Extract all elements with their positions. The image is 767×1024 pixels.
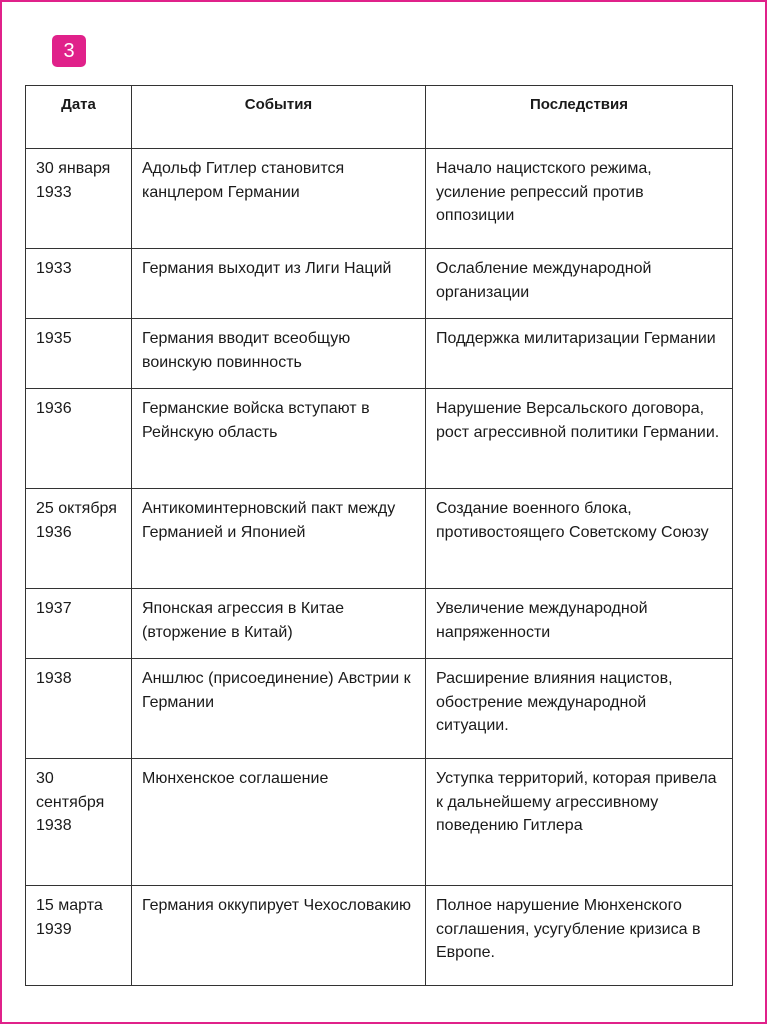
table-row <box>26 886 733 986</box>
cell-consequence: Ослабление международной организации <box>426 249 733 319</box>
cell-event: Адольф Гитлер становится канцлером Германии <box>132 149 426 249</box>
cell-event: Германия оккупирует Чехословакию <box>132 886 426 986</box>
cell-event: Германские войска вступают в Рейнскую область <box>132 389 426 489</box>
cell-consequence: Нарушение Версальского договора, рост агрессивной политики Германии. <box>426 389 733 489</box>
cell-consequence: Увеличение международной напряженности <box>426 589 733 659</box>
cell-date: 30 сентября 1938 <box>26 759 132 886</box>
cell-event: Германия вводит всеобщую воинскую повинность <box>132 319 426 389</box>
cell-date: 1937 <box>26 589 132 659</box>
cell-consequence: Полное нарушение Мюнхенского соглашения, усугубление кризиса в Европе. <box>426 886 733 986</box>
cell-consequence: Создание военного блока, противостоящего Советскому Союзу <box>426 489 733 589</box>
cell-event: Японская агрессия в Китае (вторжение в Китай) <box>132 589 426 659</box>
cell-date: 1933 <box>26 249 132 319</box>
cell-date: 30 января 1933 <box>26 149 132 249</box>
header-events: События <box>132 86 426 149</box>
table-header-row <box>26 86 733 149</box>
cell-consequence: Начало нацистского режима, усиление репрессий против оппозиции <box>426 149 733 249</box>
cell-event: Аншлюс (присоединение) Австрии к Германии <box>132 659 426 759</box>
cell-consequence: Расширение влияния нацистов, обострение международной ситуации. <box>426 659 733 759</box>
table-row <box>26 149 733 249</box>
cell-consequence: Поддержка милитаризации Германии <box>426 319 733 389</box>
cell-date: 1938 <box>26 659 132 759</box>
cell-date: 1935 <box>26 319 132 389</box>
header-consequences: Последствия <box>426 86 733 149</box>
slide-number-badge: 3 <box>52 35 86 67</box>
table-row <box>26 589 733 659</box>
table-row <box>26 659 733 759</box>
cell-date: 1936 <box>26 389 132 489</box>
events-table <box>25 85 733 986</box>
table-row <box>26 389 733 489</box>
table-row <box>26 489 733 589</box>
cell-date: 25 октября 1936 <box>26 489 132 589</box>
cell-event: Мюнхенское соглашение <box>132 759 426 886</box>
cell-event: Антикоминтерновский пакт между Германией и Японией <box>132 489 426 589</box>
table-row <box>26 319 733 389</box>
table-row <box>26 249 733 319</box>
header-date: Дата <box>26 86 132 149</box>
cell-event: Германия выходит из Лиги Наций <box>132 249 426 319</box>
cell-date: 15 марта 1939 <box>26 886 132 986</box>
table-row <box>26 759 733 886</box>
cell-consequence: Уступка территорий, которая привела к дальнейшему агрессивному поведению Гитлера <box>426 759 733 886</box>
